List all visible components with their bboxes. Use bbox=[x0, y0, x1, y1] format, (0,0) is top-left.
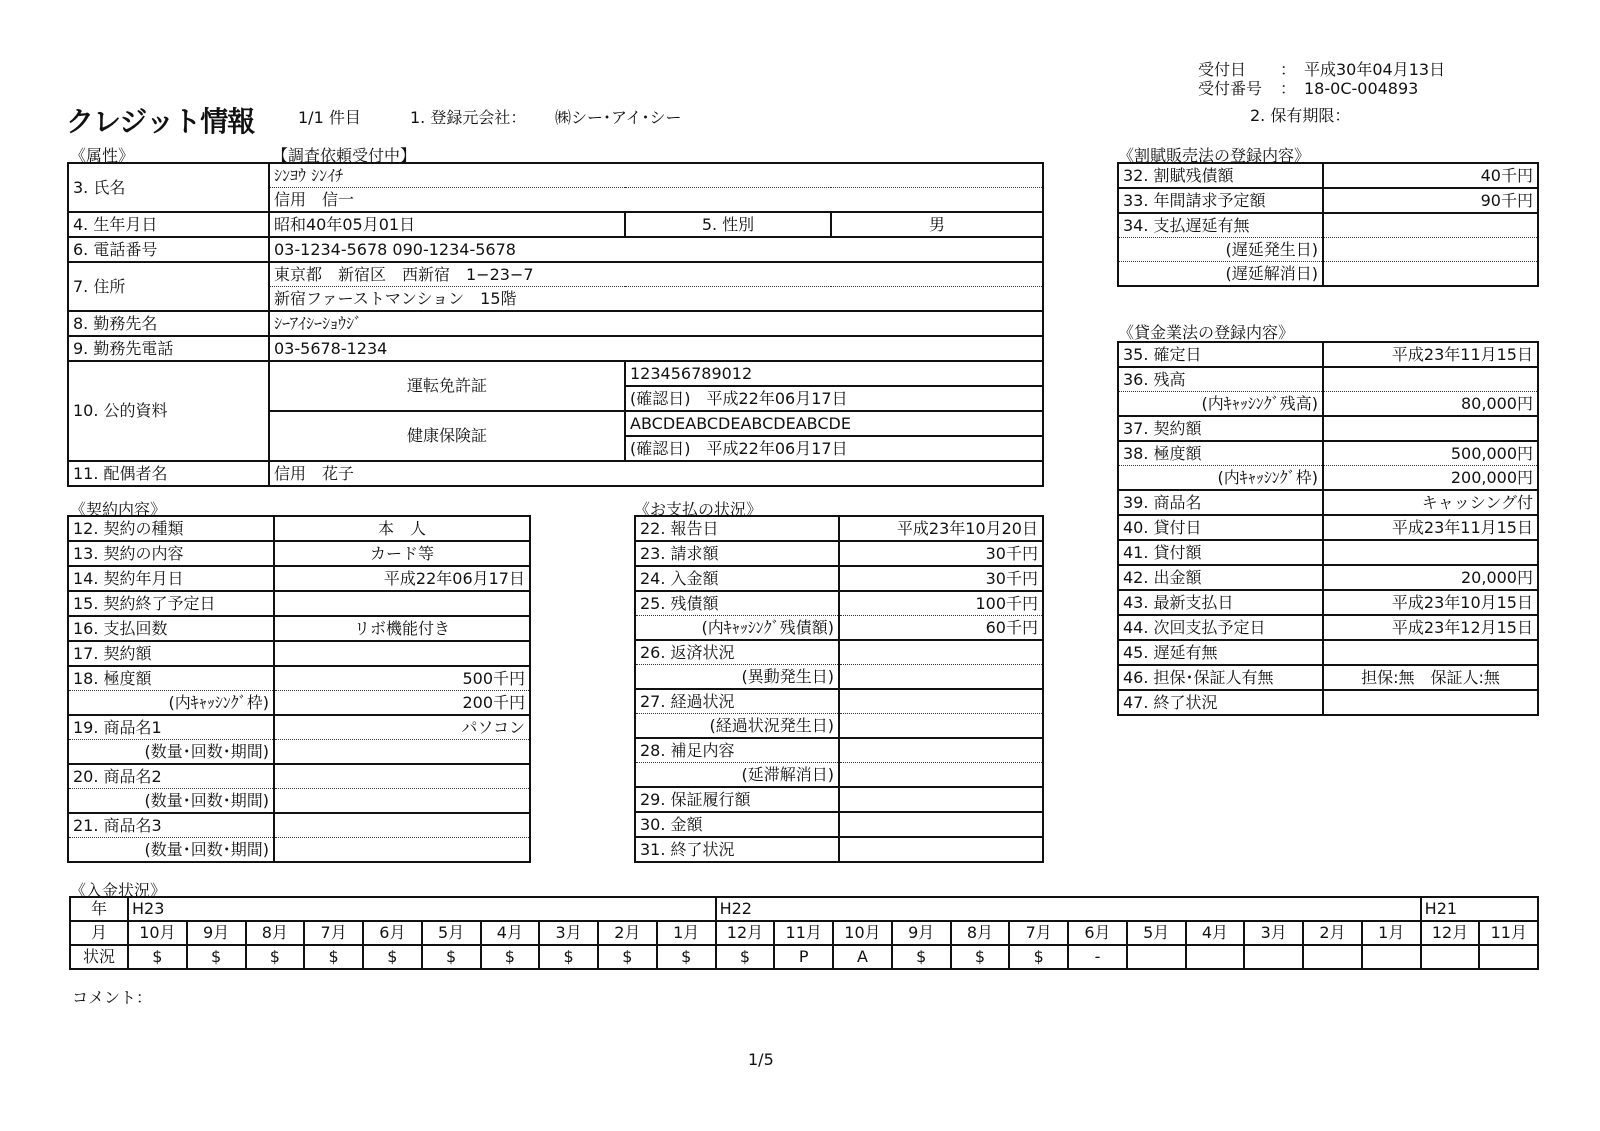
month-cell: 7月 bbox=[1009, 921, 1068, 945]
ml-contract-label: 37. 契約額 bbox=[1118, 416, 1323, 441]
supplement-sub-value bbox=[839, 763, 1043, 788]
received-date-value: ： 平成30年04月13日 bbox=[1280, 60, 1446, 79]
supplement-value bbox=[839, 738, 1043, 763]
dob-label: 4. 生年月日 bbox=[68, 212, 269, 237]
spouse-value: 信用 花子 bbox=[269, 461, 1043, 486]
month-cell: 1月 bbox=[657, 921, 716, 945]
address-label: 7. 住所 bbox=[68, 262, 269, 311]
billed-label: 23. 請求額 bbox=[635, 541, 839, 566]
supplement-label: 28. 補足内容 bbox=[635, 738, 839, 763]
status-cell: A bbox=[833, 945, 892, 969]
ml-row-value: 平成23年12月15日 bbox=[1323, 615, 1538, 640]
moneylending-section-title: 《貸金業法の登録内容》 bbox=[1118, 323, 1295, 342]
status-cell bbox=[1186, 945, 1245, 969]
product-label: 21. 商品名3 bbox=[68, 813, 274, 838]
ml-balance-sub-label: (内ｷｬｯｼﾝｸﾞ残高) bbox=[1118, 392, 1323, 417]
ml-limit-value: 500,000円 bbox=[1323, 441, 1538, 466]
balance-label: 25. 残債額 bbox=[635, 591, 839, 616]
gender-value: 男 bbox=[831, 212, 1043, 237]
product-sub-label: (数量･回数･期間) bbox=[68, 740, 274, 765]
payment-section-title: 《お支払の状況》 bbox=[634, 500, 763, 519]
report-date-value: 平成23年10月20日 bbox=[839, 516, 1043, 541]
month-cell: 12月 bbox=[716, 921, 775, 945]
contract-date-value: 平成22年06月17日 bbox=[274, 566, 530, 591]
retention-label: 2. 保有期限： bbox=[1250, 106, 1351, 125]
status-cell bbox=[1479, 945, 1538, 969]
delay-value bbox=[1323, 213, 1538, 238]
month-cell: 8月 bbox=[246, 921, 305, 945]
ml-row-label: 43. 最新支払日 bbox=[1118, 590, 1323, 615]
month-cell: 12月 bbox=[1421, 921, 1480, 945]
contract-content-value: カード等 bbox=[274, 541, 530, 566]
received-no-value: ： 18-0C-004893 bbox=[1280, 79, 1419, 98]
month-cell: 5月 bbox=[1127, 921, 1186, 945]
paid-label: 24. 入金額 bbox=[635, 566, 839, 591]
limit-sub-label: (内ｷｬｯｼﾝｸﾞ枠) bbox=[68, 691, 274, 716]
name-kanji: 信用 信一 bbox=[269, 188, 1043, 213]
name-kana: ｼﾝﾖｳ ｼﾝｲﾁ bbox=[269, 163, 1043, 188]
ml-row-label: 46. 担保･保証人有無 bbox=[1118, 665, 1323, 690]
month-cell: 5月 bbox=[422, 921, 481, 945]
payment-count-value: リボ機能付き bbox=[274, 616, 530, 641]
moneylending-table bbox=[1117, 341, 1539, 716]
product-sub-value bbox=[274, 838, 530, 863]
confirm-date-value: 平成23年11月15日 bbox=[1323, 342, 1538, 367]
ml-balance-value bbox=[1323, 367, 1538, 392]
repay-sub-label: (異動発生日) bbox=[635, 665, 839, 690]
status-cell: $ bbox=[716, 945, 775, 969]
ml-row-value bbox=[1323, 540, 1538, 565]
month-cell: 2月 bbox=[598, 921, 657, 945]
ml-limit-label: 38. 極度額 bbox=[1118, 441, 1323, 466]
product-value bbox=[274, 764, 530, 789]
month-cell: 9月 bbox=[892, 921, 951, 945]
contract-date-label: 14. 契約年月日 bbox=[68, 566, 274, 591]
page-number: 1/5 bbox=[748, 1050, 774, 1069]
status-cell: $ bbox=[892, 945, 951, 969]
status-cell: $ bbox=[128, 945, 187, 969]
received-no-label: 受付番号 bbox=[1198, 79, 1263, 98]
installment-balance-label: 32. 割賦残債額 bbox=[1118, 163, 1323, 188]
ml-row-label: 45. 遅延有無 bbox=[1118, 640, 1323, 665]
progress-sub-value bbox=[839, 714, 1043, 739]
month-cell: 4月 bbox=[481, 921, 540, 945]
contract-table bbox=[67, 515, 531, 863]
gender-label: 5. 性別 bbox=[625, 212, 831, 237]
status-cell: $ bbox=[598, 945, 657, 969]
id-doc-confirmed: (確認日) 平成22年06月17日 bbox=[625, 436, 1043, 461]
id-doc-type: 健康保険証 bbox=[269, 411, 625, 461]
phone-value: 03-1234-5678 090-1234-5678 bbox=[269, 237, 1043, 262]
amount-label: 30. 金額 bbox=[635, 812, 839, 837]
status-cell: - bbox=[1068, 945, 1127, 969]
contract-amount-label: 17. 契約額 bbox=[68, 641, 274, 666]
supplement-sub-label: (延滞解消日) bbox=[635, 763, 839, 788]
month-cell: 10月 bbox=[833, 921, 892, 945]
status-cell: P bbox=[774, 945, 833, 969]
delay-start-value bbox=[1323, 238, 1538, 262]
limit-label: 18. 極度額 bbox=[68, 666, 274, 691]
ml-limit-sub-value: 200,000円 bbox=[1323, 466, 1538, 491]
contract-section-title: 《契約内容》 bbox=[70, 500, 167, 519]
id-doc-number: 123456789012 bbox=[625, 361, 1043, 386]
balance-sub-label: (内ｷｬｯｼﾝｸﾞ残債額) bbox=[635, 616, 839, 641]
ml-row-label: 42. 出金額 bbox=[1118, 565, 1323, 590]
product-value bbox=[274, 813, 530, 838]
month-cell: 3月 bbox=[1244, 921, 1303, 945]
amount-value bbox=[839, 812, 1043, 837]
report-date-label: 22. 報告日 bbox=[635, 516, 839, 541]
employer-value: ｼｰｱｲｼｰｼｮｳｼﾞ bbox=[269, 311, 1043, 336]
status-cell: $ bbox=[1009, 945, 1068, 969]
progress-sub-label: (経過状況発生日) bbox=[635, 714, 839, 739]
ml-row-value bbox=[1323, 640, 1538, 665]
month-cell: 1月 bbox=[1362, 921, 1421, 945]
guarantee-value bbox=[839, 787, 1043, 812]
month-cell: 4月 bbox=[1186, 921, 1245, 945]
status-cell bbox=[1303, 945, 1362, 969]
limit-value: 500千円 bbox=[274, 666, 530, 691]
confirm-date-label: 35. 確定日 bbox=[1118, 342, 1323, 367]
id-docs-label: 10. 公的資料 bbox=[68, 361, 269, 461]
status-cell: $ bbox=[363, 945, 422, 969]
delay-start-label: (遅延発生日) bbox=[1118, 238, 1323, 262]
record-count: 1/1 件目 bbox=[298, 108, 361, 127]
ml-row-value: 平成23年11月15日 bbox=[1323, 515, 1538, 540]
employer-phone-label: 9. 勤務先電話 bbox=[68, 336, 269, 361]
repay-value bbox=[839, 640, 1043, 665]
deposit-section-title: 《入金状況》 bbox=[70, 881, 167, 900]
guarantee-label: 29. 保証履行額 bbox=[635, 787, 839, 812]
contract-amount-value bbox=[274, 641, 530, 666]
year-cell: H22 bbox=[716, 897, 1421, 921]
installment-table bbox=[1117, 162, 1539, 287]
dob-value: 昭和40年05月01日 bbox=[269, 212, 625, 237]
balance-value: 100千円 bbox=[839, 591, 1043, 616]
attributes-section-title: 《属性》 bbox=[70, 146, 135, 165]
month-cell: 11月 bbox=[774, 921, 833, 945]
month-cell: 6月 bbox=[1068, 921, 1127, 945]
year-header: 年 bbox=[70, 897, 128, 921]
billed-value: 30千円 bbox=[839, 541, 1043, 566]
phone-label: 6. 電話番号 bbox=[68, 237, 269, 262]
month-cell: 11月 bbox=[1479, 921, 1538, 945]
paid-value: 30千円 bbox=[839, 566, 1043, 591]
status-cell: $ bbox=[187, 945, 246, 969]
address-line2: 新宿ファーストマンション 15階 bbox=[269, 287, 1043, 312]
delay-end-value bbox=[1323, 262, 1538, 287]
month-cell: 9月 bbox=[187, 921, 246, 945]
ml-row-value bbox=[1323, 690, 1538, 715]
month-cell: 7月 bbox=[304, 921, 363, 945]
address-line1: 東京都 新宿区 西新宿 1−23−7 bbox=[269, 262, 1043, 287]
payment-count-label: 16. 支払回数 bbox=[68, 616, 274, 641]
ml-limit-sub-label: (内ｷｬｯｼﾝｸﾞ枠) bbox=[1118, 466, 1323, 491]
repay-label: 26. 返済状況 bbox=[635, 640, 839, 665]
status-cell: $ bbox=[422, 945, 481, 969]
employer-label: 8. 勤務先名 bbox=[68, 311, 269, 336]
ml-row-label: 40. 貸付日 bbox=[1118, 515, 1323, 540]
ml-row-label: 47. 終了状況 bbox=[1118, 690, 1323, 715]
status-cell bbox=[1362, 945, 1421, 969]
annual-billing-value: 90千円 bbox=[1323, 188, 1538, 213]
month-cell: 8月 bbox=[951, 921, 1010, 945]
comment-label: コメント： bbox=[72, 988, 153, 1007]
installment-balance-value: 40千円 bbox=[1323, 163, 1538, 188]
ml-row-value: 20,000円 bbox=[1323, 565, 1538, 590]
id-doc-number: ABCDEABCDEABCDEABCDE bbox=[625, 411, 1043, 436]
page-title: クレジット情報 bbox=[66, 105, 255, 138]
employer-phone-value: 03-5678-1234 bbox=[269, 336, 1043, 361]
status-cell: $ bbox=[304, 945, 363, 969]
contract-type-value: 本 人 bbox=[274, 516, 530, 541]
installment-section-title: 《割賦販売法の登録内容》 bbox=[1118, 146, 1311, 165]
product-label: 19. 商品名1 bbox=[68, 715, 274, 740]
payment-table bbox=[634, 515, 1044, 863]
status-cell bbox=[1127, 945, 1186, 969]
id-doc-type: 運転免許証 bbox=[269, 361, 625, 411]
product-sub-label: (数量･回数･期間) bbox=[68, 838, 274, 863]
status-cell: $ bbox=[951, 945, 1010, 969]
month-header: 月 bbox=[70, 921, 128, 945]
product-sub-value bbox=[274, 789, 530, 814]
ml-row-label: 44. 次回支払予定日 bbox=[1118, 615, 1323, 640]
year-cell: H23 bbox=[128, 897, 716, 921]
status-cell: $ bbox=[657, 945, 716, 969]
attributes-table bbox=[67, 162, 1044, 487]
progress-label: 27. 経過状況 bbox=[635, 689, 839, 714]
balance-sub-value: 60千円 bbox=[839, 616, 1043, 641]
delay-label: 34. 支払遅延有無 bbox=[1118, 213, 1323, 238]
status-cell bbox=[1244, 945, 1303, 969]
end-value bbox=[839, 837, 1043, 862]
contract-content-label: 13. 契約の内容 bbox=[68, 541, 274, 566]
status-cell bbox=[1421, 945, 1480, 969]
registrar-value: ㈱シー･アイ･シー bbox=[555, 108, 682, 127]
inquiry-status: 【調査依頼受付中】 bbox=[272, 146, 417, 165]
name-label: 3. 氏名 bbox=[68, 163, 269, 212]
ml-row-label: 41. 貸付額 bbox=[1118, 540, 1323, 565]
ml-row-value: 担保:無 保証人:無 bbox=[1323, 665, 1538, 690]
product-value: パソコン bbox=[274, 715, 530, 740]
contract-end-label: 15. 契約終了予定日 bbox=[68, 591, 274, 616]
status-cell: $ bbox=[246, 945, 305, 969]
end-label: 31. 終了状況 bbox=[635, 837, 839, 862]
status-cell: $ bbox=[481, 945, 540, 969]
ml-contract-value bbox=[1323, 416, 1538, 441]
ml-row-label: 39. 商品名 bbox=[1118, 490, 1323, 515]
year-cell: H21 bbox=[1421, 897, 1539, 921]
received-date-label: 受付日 bbox=[1198, 60, 1247, 79]
registrar-label: 1. 登録元会社： bbox=[410, 108, 527, 127]
status-cell: $ bbox=[539, 945, 598, 969]
deposit-status-table bbox=[69, 896, 1539, 970]
limit-sub-value: 200千円 bbox=[274, 691, 530, 716]
progress-value bbox=[839, 689, 1043, 714]
annual-billing-label: 33. 年間請求予定額 bbox=[1118, 188, 1323, 213]
ml-row-value: 平成23年10月15日 bbox=[1323, 590, 1538, 615]
product-sub-value bbox=[274, 740, 530, 765]
contract-type-label: 12. 契約の種類 bbox=[68, 516, 274, 541]
spouse-label: 11. 配偶者名 bbox=[68, 461, 269, 486]
month-cell: 2月 bbox=[1303, 921, 1362, 945]
ml-balance-sub-value: 80,000円 bbox=[1323, 392, 1538, 417]
month-cell: 10月 bbox=[128, 921, 187, 945]
id-doc-confirmed: (確認日) 平成22年06月17日 bbox=[625, 386, 1043, 411]
month-cell: 6月 bbox=[363, 921, 422, 945]
product-sub-label: (数量･回数･期間) bbox=[68, 789, 274, 814]
status-header: 状況 bbox=[70, 945, 128, 969]
contract-end-value bbox=[274, 591, 530, 616]
ml-row-value: キャッシング付 bbox=[1323, 490, 1538, 515]
delay-end-label: (遅延解消日) bbox=[1118, 262, 1323, 287]
product-label: 20. 商品名2 bbox=[68, 764, 274, 789]
ml-balance-label: 36. 残高 bbox=[1118, 367, 1323, 392]
repay-sub-value bbox=[839, 665, 1043, 690]
month-cell: 3月 bbox=[539, 921, 598, 945]
